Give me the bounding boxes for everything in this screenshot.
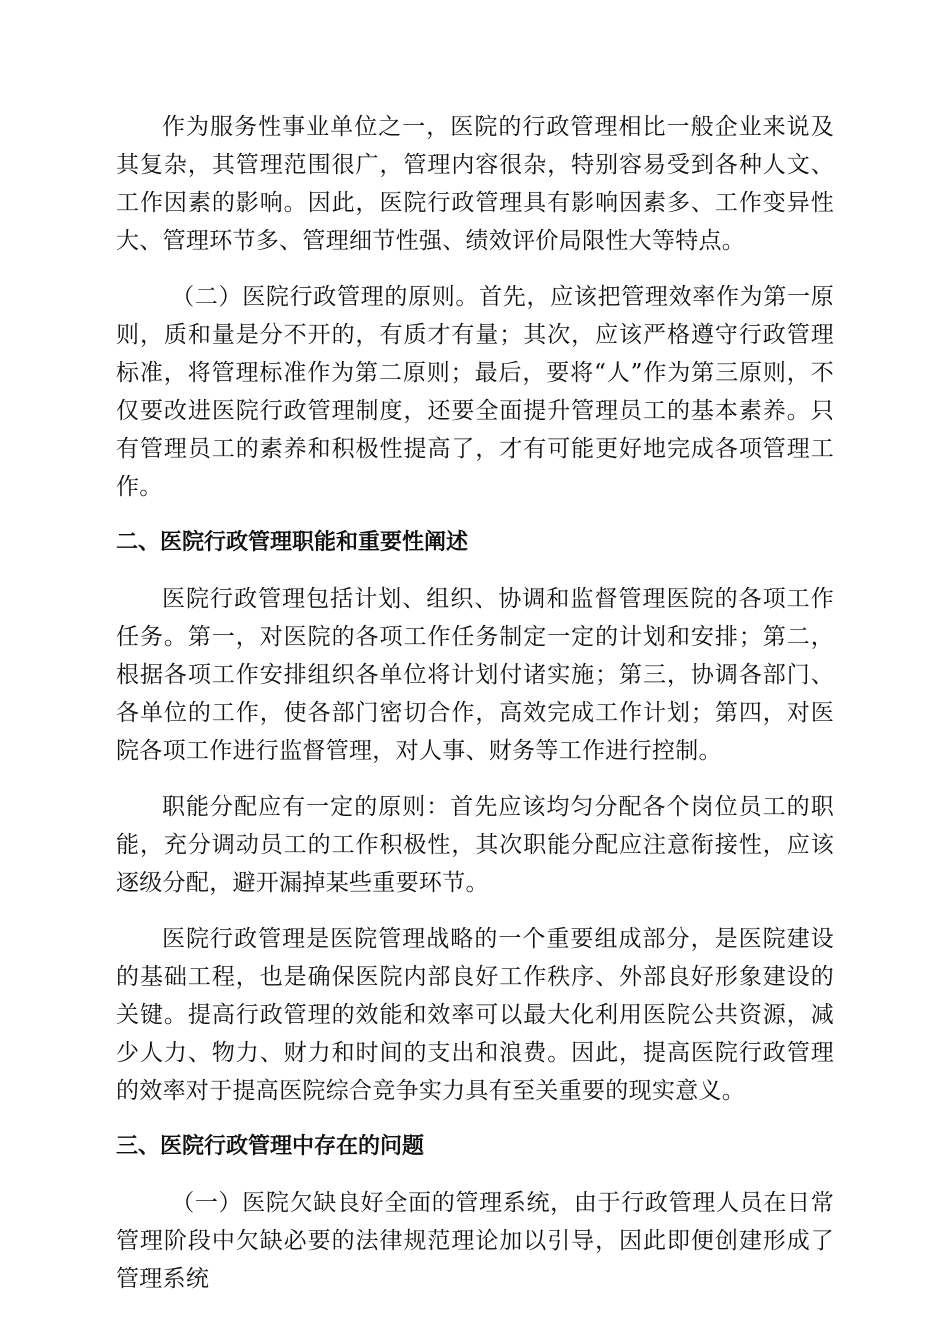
section-heading-problems: 三、医院行政管理中存在的问题 <box>116 1134 425 1159</box>
paragraph-function-allocation: 职能分配应有一定的原则：首先应该均匀分配各个岗位员工的职能，充分调动员工的工作积极性，其次职能分配应注意衔接性，应该逐级分配，避开漏掉某些重要环节。 <box>116 794 834 896</box>
section-heading-functions: 二、医院行政管理职能和重要性阐述 <box>116 530 469 555</box>
paragraph-problem-1: （一）医院欠缺良好全面的管理系统，由于行政管理人员在日常管理阶段中欠缺必要的法律规范理论加以引导，因此即便创建形成了管理系统 <box>116 1190 834 1292</box>
paragraph-hospital-admin-characteristics: 作为服务性事业单位之一，医院的行政管理相比一般企业来说及其复杂，其管理范围很广，管理内容很杂，特别容易受到各种人文、工作因素的影响。因此，医院行政管理具有影响因素多、工作变异性大、管理环节多、管理细节性强、绩效评价局限性大等特点。 <box>116 114 834 254</box>
paragraph-admin-functions: 医院行政管理包括计划、组织、协调和监督管理医院的各项工作任务。第一，对医院的各项工作任务制定一定的计划和安排；第二，根据各项工作安排组织各单位将计划付诸实施；第三，协调各部门、各单位的工作，使各部门密切合作，高效完成工作计划；第四，对医院各项工作进行监督管理，对人事、财务等工作进行控制。 <box>116 586 834 764</box>
paragraph-admin-importance: 医院行政管理是医院管理战略的一个重要组成部分，是医院建设的基础工程，也是确保医院内部良好工作秩序、外部良好形象建设的关键。提高行政管理的效能和效率可以最大化利用医院公共资源，减少人力、物力、财力和时间的支出和浪费。因此，提高医院行政管理的效率对于提高医院综合竞争实力具有至关重要的现实意义。 <box>116 926 834 1104</box>
paragraph-admin-principles: （二）医院行政管理的原则。首先，应该把管理效率作为第一原则，质和量是分不开的，有质才有量；其次，应该严格遵守行政管理标准，将管理标准作为第二原则；最后，要将“人”作为第三原则，不仅要改进医院行政管理制度，还要全面提升管理员工的基本素养。只有管理员工的素养和积极性提高了，才有可能更好地完成各项管理工作。 <box>116 284 834 500</box>
document-body <box>116 108 834 1316</box>
